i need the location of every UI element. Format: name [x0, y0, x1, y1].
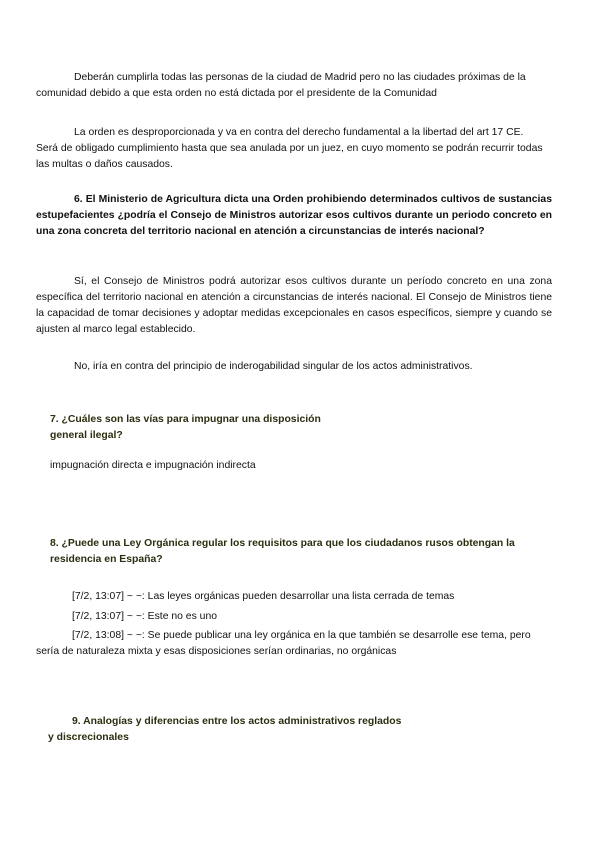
- chat-message-3: [7/2, 13:08] ~ ~: Se puede publicar una ley orgánica en la que también se desarrolle ese tema, pero sería de naturaleza mixta y esas disposiciones serían ordinarias, no orgánicas: [36, 630, 531, 657]
- answer-7-paragraph: impugnación directa e impugnación indirecta: [50, 460, 256, 471]
- paragraph-disproportionate-order: La orden es desproporcionada y va en contra del derecho fundamental a la libertad del art 17 CE. Será de obligado cumplimiento hasta que sea anulada por un juez, en cuyo momento se podrán recurrir todas las multas o daños causados.: [36, 127, 543, 170]
- question-7-line-2: general ilegal?: [50, 430, 123, 441]
- question-6-heading: 6. El Ministerio de Agricultura dicta una Orden prohibiendo determinados cultivos de sustancias estupefacientes ¿podría el Consejo de Ministros autorizar esos cultivos durante un periodo concreto en una zona concreta del territorio nacional en atención a circunstancias de interés nacional?: [36, 194, 552, 237]
- question-9-line-1: 9. Analogías y diferencias entre los actos administrativos reglados: [72, 716, 402, 727]
- question-8-heading: 8. ¿Puede una Ley Orgánica regular los requisitos para que los ciudadanos rusos obtengan la residencia en España?: [50, 538, 515, 565]
- paragraph-madrid-order: Deberán cumplirla todas las personas de la ciudad de Madrid pero no las ciudades próximas de la comunidad debido a que esta orden no está dictada por el presidente de la Comunidad: [36, 72, 526, 99]
- question-9-line-2: y discrecionales: [48, 732, 129, 743]
- answer-6-paragraph: Sí, el Consejo de Ministros podrá autorizar esos cultivos durante un período concreto en una zona específica del territorio nacional en atención a circunstancias de interés nacional. El Consejo de Ministros tiene la capacidad de tomar decisiones y adoptar medidas excepcionales en casos específicos, siempre y cuando se ajusten al marco legal establecido.: [36, 276, 552, 335]
- answer-6-alternative: No, iría en contra del principio de inderogabilidad singular de los actos administrativos.: [74, 361, 473, 372]
- chat-message-2: [7/2, 13:07] ~ ~: Este no es uno: [72, 611, 217, 622]
- question-7-line-1: 7. ¿Cuáles son las vías para impugnar una disposición: [50, 414, 321, 425]
- chat-message-1: [7/2, 13:07] ~ ~: Las leyes orgánicas pueden desarrollar una lista cerrada de temas: [72, 591, 455, 602]
